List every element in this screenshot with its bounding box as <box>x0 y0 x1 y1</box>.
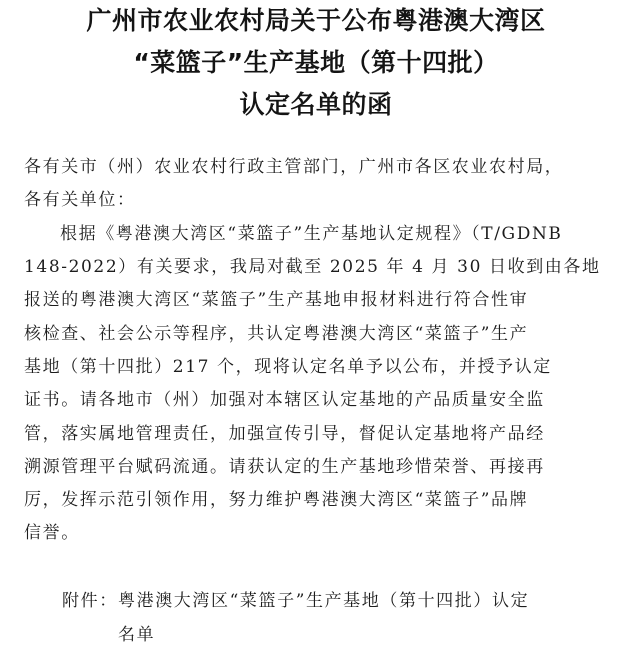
body-paragraph-line: 溯源管理平台赋码流通。请获认定的生产基地珍惜荣誉、再接再 <box>24 457 545 477</box>
body-paragraph-line: 基地（第十四批）217 个，现将认定名单予以公布，并授予认定 <box>24 357 552 377</box>
document-title-line-2: “菜篮子”生产基地（第十四批） <box>133 48 499 77</box>
body-paragraph-line: 证书。请各地市（州）加强对本辖区认定基地的产品质量安全监 <box>24 390 545 410</box>
body-paragraph-line: 信誉。 <box>24 523 80 543</box>
attachment-title-line-2: 名单 <box>118 625 156 645</box>
body-paragraph-line: 厉，发挥示范引领作用，努力维护粤港澳大湾区“菜篮子”品牌 <box>24 490 529 510</box>
body-paragraph-line: 核检查、社会公示等程序，共认定粤港澳大湾区“菜篮子”生产 <box>24 324 529 344</box>
attachment-label: 附件： <box>62 591 118 611</box>
body-paragraph-line: 管，落实属地管理责任，加强宣传引导，督促认定基地将产品经 <box>24 424 545 444</box>
body-paragraph-line: 根据《粤港澳大湾区“菜篮子”生产基地认定规程》（T/GDNB <box>60 224 563 244</box>
document-title-line-1: 广州市农业农村局关于公布粤港澳大湾区 <box>86 6 546 35</box>
document-title-line-3: 认定名单的函 <box>239 90 393 119</box>
body-paragraph-line: 报送的粤港澳大湾区“菜篮子”生产基地申报材料进行符合性审 <box>24 290 529 310</box>
attachment-title-line-1: 粤港澳大湾区“菜篮子”生产基地（第十四批）认定 <box>118 591 530 611</box>
body-paragraph-line: 148-2022）有关要求，我局对截至 2025 年 4 月 30 日收到由各地 <box>24 257 601 277</box>
salutation-line-1: 各有关市（州）农业农村行政主管部门，广州市各区农业农村局， <box>24 157 564 177</box>
salutation-line-2: 各有关单位： <box>24 190 136 210</box>
